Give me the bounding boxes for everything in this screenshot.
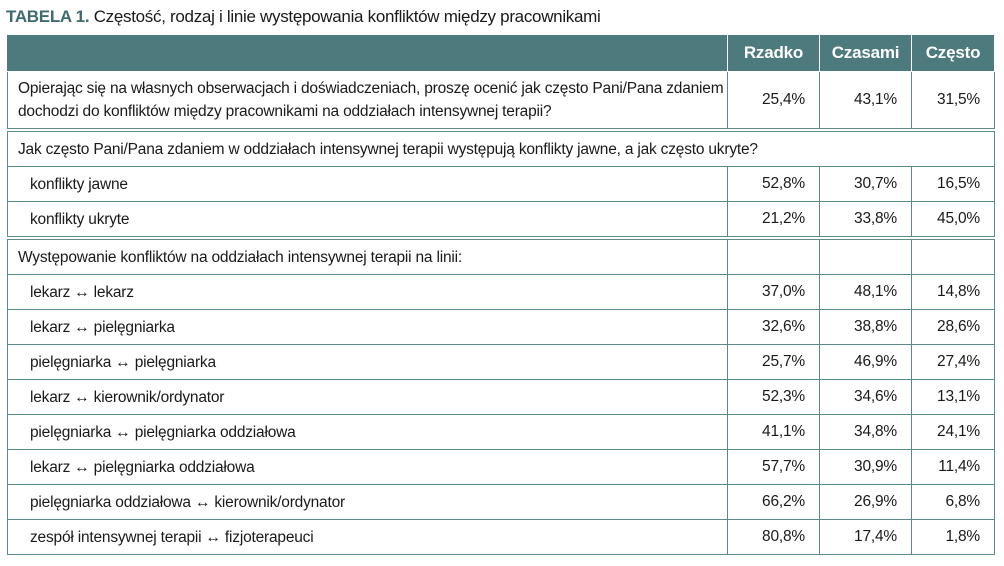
section-row (8, 238, 995, 275)
cell-czasami: 30,7% (820, 167, 912, 202)
row-label: lekarz ↔ kierownik/ordynator (8, 380, 728, 415)
cell-czesto: 24,1% (912, 415, 995, 450)
cell-czesto: 28,6% (912, 310, 995, 345)
cell-rzadko: 52,8% (728, 167, 820, 202)
header-czasami: Czasami (820, 35, 912, 72)
table-caption (6, 2, 601, 32)
table-row (8, 415, 995, 450)
cell-czasami: 30,9% (820, 450, 912, 485)
cell-czesto: 27,4% (912, 345, 995, 380)
cell-czasami: 34,6% (820, 380, 912, 415)
cell-czasami: 34,8% (820, 415, 912, 450)
row-label: lekarz ↔ pielęgniarka (8, 310, 728, 345)
cell-rzadko: 25,4% (728, 72, 820, 131)
cell-czesto: 14,8% (912, 275, 995, 310)
table-row (8, 450, 995, 485)
cell-czesto: 45,0% (912, 202, 995, 239)
cell-czasami: 26,9% (820, 485, 912, 520)
cell-rzadko: 37,0% (728, 275, 820, 310)
table-row (8, 310, 995, 345)
row-label: zespół intensywnej terapii ↔ fizjoterapeuci (8, 520, 728, 555)
header-rzadko: Rzadko (728, 35, 820, 72)
cell-czesto: 13,1% (912, 380, 995, 415)
cell-rzadko: 25,7% (728, 345, 820, 380)
header-czesto: Często (912, 35, 995, 72)
header-blank (8, 35, 728, 72)
cell-rzadko: 66,2% (728, 485, 820, 520)
row-label: Opierając się na własnych obserwacjach i doświadczeniach, proszę ocenić jak często Pani/Pana zdaniem dochodzi do konfliktów między pracownikami na oddziałach intensywnej terapii? (8, 72, 728, 131)
row-label: pielęgniarka ↔ pielęgniarka oddziałowa (8, 415, 728, 450)
section-row (8, 130, 995, 167)
table-row (8, 380, 995, 415)
row-label: konflikty ukryte (8, 202, 728, 239)
table-row (8, 275, 995, 310)
table-row (8, 520, 995, 555)
table-row (8, 345, 995, 380)
empty-cell (912, 238, 995, 275)
cell-czasami: 17,4% (820, 520, 912, 555)
cell-czesto: 11,4% (912, 450, 995, 485)
cell-czesto: 16,5% (912, 167, 995, 202)
table-title: Częstość, rodzaj i linie występowania konfliktów między pracownikami (93, 7, 601, 26)
table-row (8, 72, 995, 131)
row-label: pielęgniarka oddziałowa ↔ kierownik/ordynator (8, 485, 728, 520)
cell-czasami: 38,8% (820, 310, 912, 345)
cell-czasami: 33,8% (820, 202, 912, 239)
table-row (8, 167, 995, 202)
cell-czasami: 48,1% (820, 275, 912, 310)
table-number: TABELA 1. (6, 7, 90, 26)
header-row (8, 35, 995, 72)
cell-czesto: 6,8% (912, 485, 995, 520)
empty-cell (728, 238, 820, 275)
cell-czesto: 1,8% (912, 520, 995, 555)
empty-cell (820, 238, 912, 275)
data-table (7, 34, 995, 555)
cell-rzadko: 32,6% (728, 310, 820, 345)
table-row (8, 202, 995, 239)
row-label: lekarz ↔ pielęgniarka oddziałowa (8, 450, 728, 485)
section-label: Jak często Pani/Pana zdaniem w oddziałach intensywnej terapii występują konflikty jawne, a jak często ukryte? (8, 130, 995, 167)
cell-rzadko: 41,1% (728, 415, 820, 450)
cell-rzadko: 80,8% (728, 520, 820, 555)
table-row (8, 485, 995, 520)
cell-czesto: 31,5% (912, 72, 995, 131)
row-label: lekarz ↔ lekarz (8, 275, 728, 310)
cell-czasami: 43,1% (820, 72, 912, 131)
section-label: Występowanie konfliktów na oddziałach intensywnej terapii na linii: (8, 238, 728, 275)
cell-rzadko: 21,2% (728, 202, 820, 239)
row-label: konflikty jawne (8, 167, 728, 202)
cell-rzadko: 57,7% (728, 450, 820, 485)
cell-rzadko: 52,3% (728, 380, 820, 415)
cell-czasami: 46,9% (820, 345, 912, 380)
row-label: pielęgniarka ↔ pielęgniarka (8, 345, 728, 380)
